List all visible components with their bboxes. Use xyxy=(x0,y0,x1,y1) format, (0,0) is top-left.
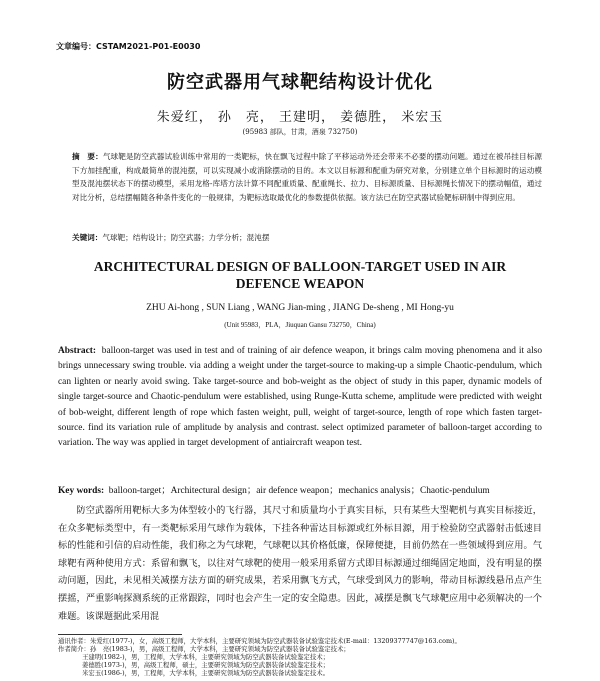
english-affiliation: (Unit 95983，PLA，Jiuquan Gansu 732750，China) xyxy=(224,321,376,329)
footnote-author-bio: 姜德胜(1973-)，男，高级工程师，硕士，主要研究领域为防空武器装备试验鉴定技术； xyxy=(82,661,330,669)
body-paragraph: 防空武器所用靶标大多为体型较小的飞行器，其尺寸和质量均小于真实目标，只有某些大型靶机与真实目标接近，在众多靶标类型中，有一类靶标采用气球作为载体，下挂各种雷达目标源或红外标目源，用于检验防空武器射击低速目标的性能和引信的启动性能，我们称之为气球靶，气球靶以其价格低廉，保障便捷，目前仍然在一些领域得到应用。气球靶有两种使用方式：系留和飘飞，以往对气球靶的使用一般采用系留方式即目标源通过细绳固定地面，没有明显的摆动问题，因此，未见相关减摆方法方面的研究成果，若采用飘飞方式，气球受到风力的影响，带动目标源线悬吊点产生摆摇，严重影响探测系统的正常跟踪，同时也会产生一定的安全隐患。因此，减摆是飘飞气球靶应用中必须解决的一个难题。该课题据此采用混 xyxy=(58,505,542,622)
english-abstract xyxy=(58,344,542,452)
footnote-author-bio: 作者简介：孙 亮(1983-)，男，高级工程师，大学本科，主要研究领域为防空武器装备试验鉴定技术； xyxy=(58,645,350,653)
english-keywords-text: balloon-target；Architectural design；air defence weapon；mechanics analysis；Chaotic-pendulum xyxy=(108,486,490,496)
english-title-line-1: ARCHITECTURAL DESIGN OF BALLOON-TARGET USED IN AIR xyxy=(93,259,507,274)
chinese-affiliation: (95983 部队，甘肃，酒泉 732750) xyxy=(242,128,358,136)
chinese-abstract xyxy=(72,150,542,204)
article-number: 文章编号：CSTAM2021-P01-E0030 xyxy=(56,42,201,51)
english-keywords xyxy=(58,482,542,496)
english-abstract-label: Abstract: xyxy=(58,346,97,356)
english-title-line-2: DEFENCE WEAPON xyxy=(235,276,365,291)
chinese-abstract-label: 摘 要： xyxy=(72,152,103,161)
english-title xyxy=(40,258,560,292)
english-keywords-label: Key words: xyxy=(58,486,105,496)
footnote-author-bio: 米宏玉(1986-)，男，工程师，大学本科，主要研究领域为防空武器装备试验鉴定技术。 xyxy=(82,669,330,677)
footnote-corresponding-author: 通讯作者：朱爱红(1977-)，女，高级工程师，大学本科，主要研究领域为防空武器装备试验鉴定技术(E-mail：13209377747@163.com)。 xyxy=(58,637,461,645)
chinese-abstract-text: 气球靶是防空武器试验训练中常用的一类靶标，快在飘飞过程中除了平移运动外还会带来不必要的摆动问题。通过在被吊挂目标源下方加挂配重，构成最简单的混沌摆，可以实现减小或消除摆动的目的。本文以目标源和配重为研究对象，分别建立单个目标源时的运动模型及混沌摆状态下的摆动模型，采用龙格-库塔方法计算不同配重质量、配重绳长、拉力、目标源质量、目标源绳长情况下的摆动幅值，通过对比分析，总结摆幅随各种条件变化的一般规律，为靶标选取最优化的参数提供依据。该方法已在防空武器试验靶标研制中得到应用。 xyxy=(72,152,542,202)
footnote-divider xyxy=(58,634,182,635)
chinese-authors: 朱爱红， 孙 亮， 王建明， 姜德胜， 米宏玉 xyxy=(156,110,444,125)
english-authors: ZHU Ai-hong , SUN Liang , WANG Jian-ming , JIANG De-sheng , MI Hong-yu xyxy=(146,303,454,313)
english-abstract-text: balloon-target was used in test and of training of air defence weapon, it brings calm moving phenomena and it also brings unnecessary swing trouble. via adding a weight under the target-source to making-up a simple Chaotic-pendulum, which can lighten or nearly avoid swing. Take target-source and bob-weight as the object of study in this paper, dynamic models of single target-source and Chaotic-pendulum were established, using Runge-Kutta scheme, amplitude were predicted with weight of bob-weight, different length of rope which fasten weight, pull, weight of target-source, length of rope which fasten target-source. find its variation rule of amplitude by analysis and contrast. select optimized parameter of balloon-target according to variation. The way was applied in target development of antiaircraft weapon test. xyxy=(58,346,543,449)
chinese-title: 防空武器用气球靶结构设计优化 xyxy=(167,72,433,93)
chinese-keywords xyxy=(72,232,542,243)
footnote-author-bio: 王建明(1982-)，男，工程师，大学本科，主要研究领域为防空武器装备试验鉴定技术； xyxy=(82,653,330,661)
chinese-keywords-label: 关键词： xyxy=(72,233,103,242)
chinese-keywords-text: 气球靶；结构设计；防空武器；力学分析；混沌摆 xyxy=(102,233,270,242)
